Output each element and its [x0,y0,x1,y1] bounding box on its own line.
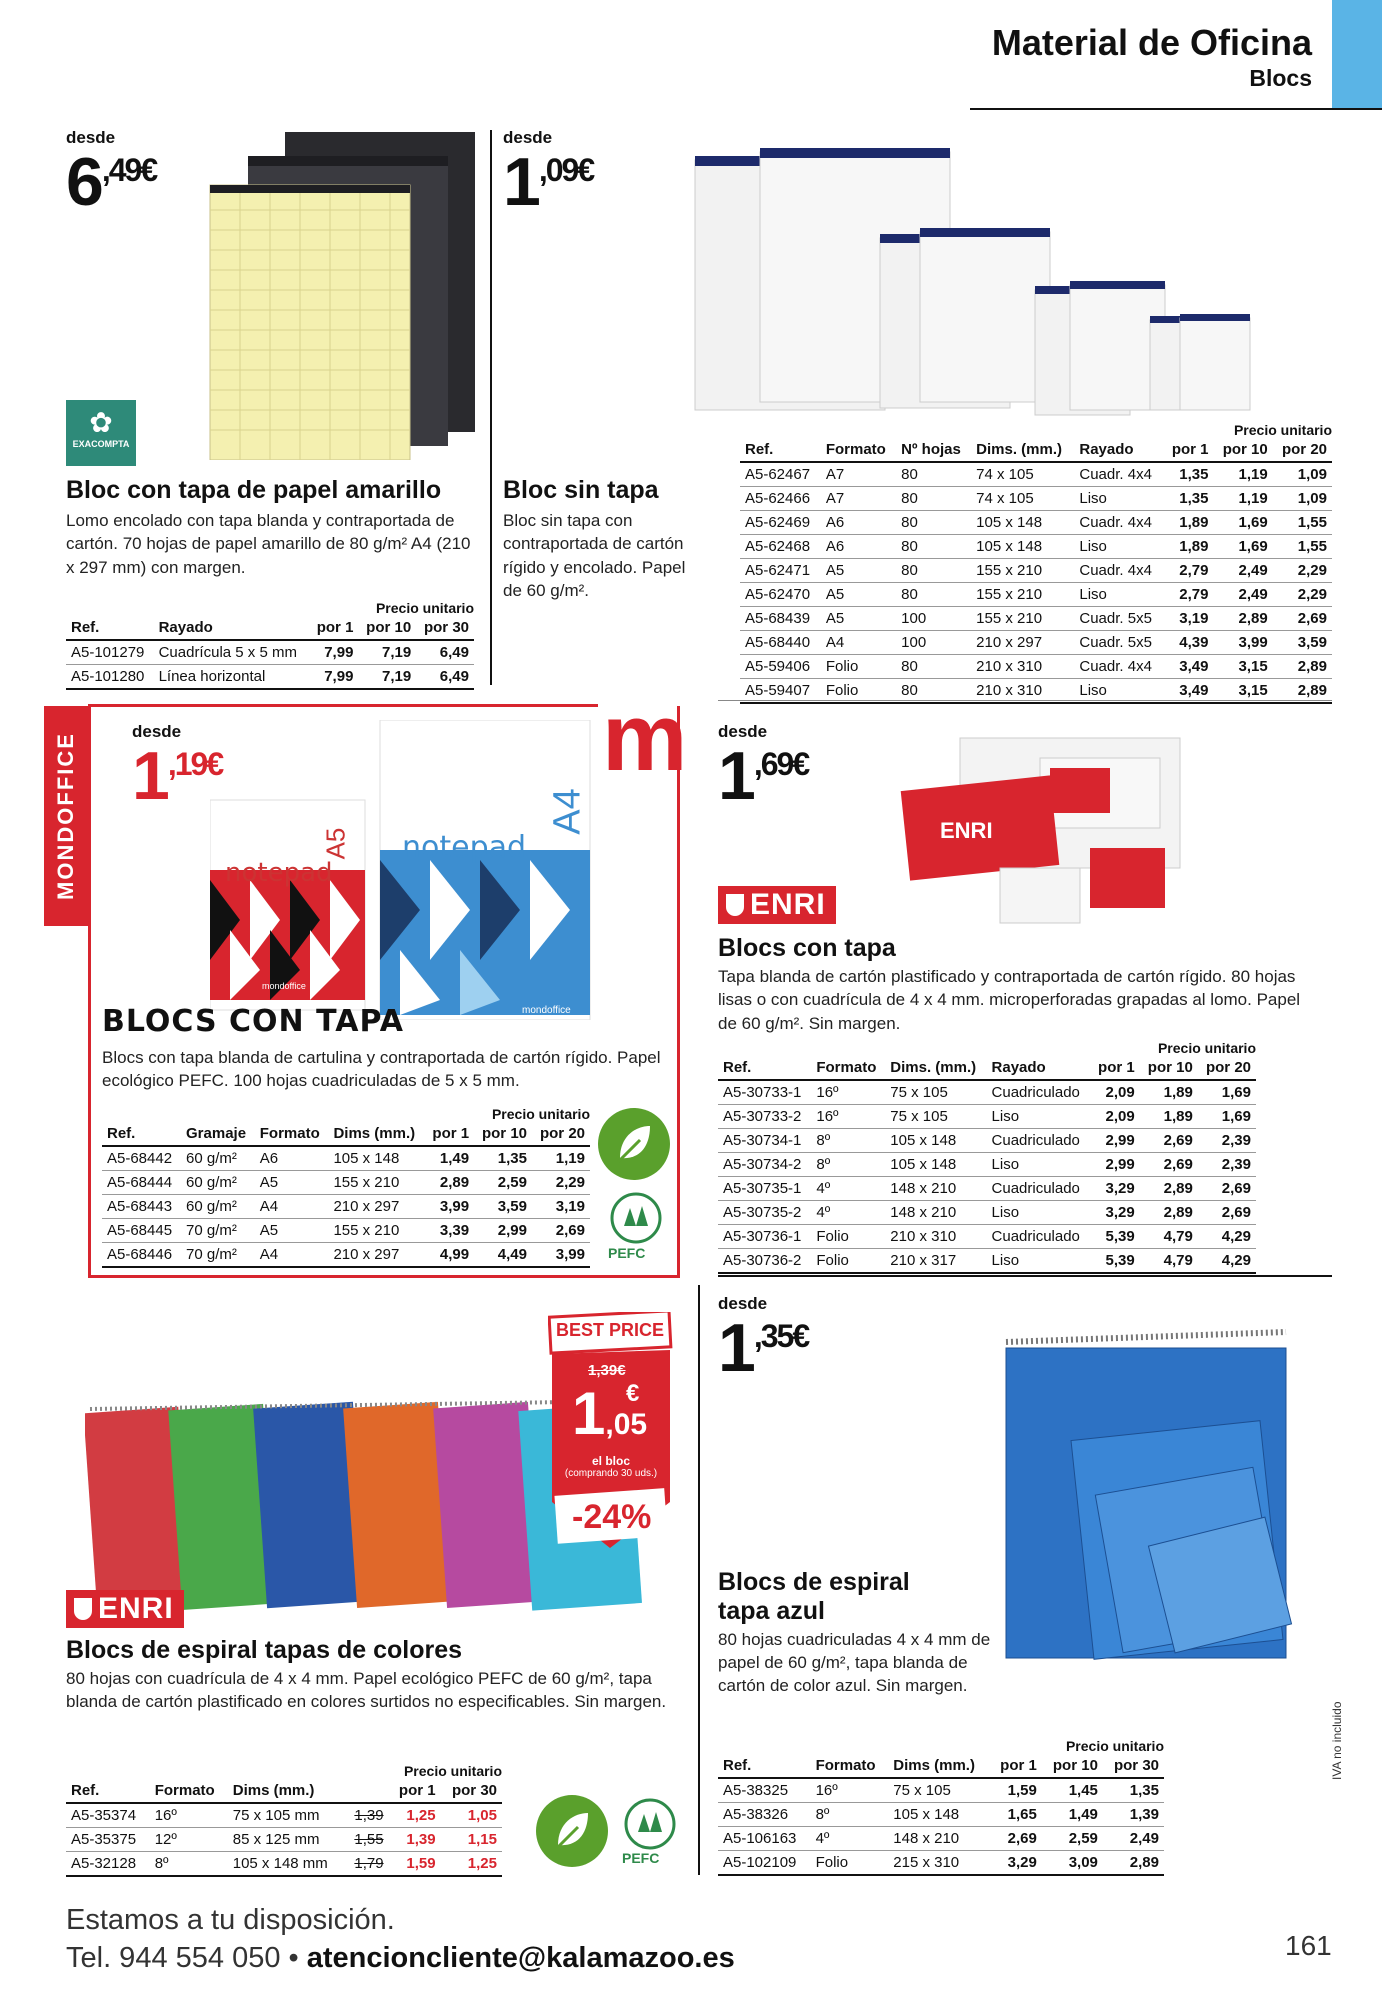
yellow-notepad-image [200,130,480,460]
product-title: BLOCS CON TAPA [102,1004,404,1039]
product-description: Lomo encolado con tapa blanda y contraportada de cartón. 70 hojas de papel amarillo de 80 g/m² A4 (210 x 297 mm) con margen. [66,510,471,577]
product-title-line2: tapa azul [718,1596,825,1625]
mondo-table-wrap [102,1106,590,1268]
table-row: A5-30736-1 Folio 210 x 310 Cuadriculado 5,39 4,79 4,29 [718,1225,1256,1249]
table-row: A5-101280 Línea horizontal 7,99 7,19 6,49 [66,665,474,690]
table-row: A5-62468 A6 80 105 x 148 Liso 1,89 1,69 1,55 [740,535,1332,559]
table-row: A5-30733-1 16º 75 x 105 Cuadriculado 2,09 1,89 1,69 [718,1080,1256,1105]
table-row: A5-68445 70 g/m² A5 155 x 210 3,39 2,99 2,69 [102,1219,590,1243]
espiral-colores-info [66,1636,676,1714]
table-row: A5-38326 8º 105 x 148 1,65 1,49 1,39 [718,1803,1164,1827]
enri-logo: ENRI [66,1590,184,1628]
price-table: Ref. Formato Dims (mm.) por 1 por 30 A5-35374 16º 75 x 105 mm 1,39 1,25 1,05 A5-35375 12º 85 x 125 mm 1,55 1,39 1,15 A5-32128 8º 105 x 148 mm 1,79 1,59 1,25 [66,1779,502,1877]
desde-label: desde [66,128,116,147]
price-label: Precio unitario [1157,1040,1256,1056]
price-table: Ref. Formato Dims. (mm.) Rayado por 1 por 10 por 20 A5-30733-1 16º 75 x 105 Cuadriculado 2,09 1,89 1,69 A5-30733-2 16º 75 x 105 Liso 2,09 1,89 1,69 A5-30734-1 8º 105 x 148 Cuadriculado 2,99 2,69 2,39 A5-30734-2 8º 105 x 148 Liso 2,99 2,69 2,39 A5-30735-1 4º 148 x 210 Cuadriculado 3,29 2,89 2,69 A5-30735-2 4º 148 x 210 Liso 3,29 2,89 2,69 A5-30736-1 Folio 210 x 310 Cuadriculado 5,39 4,79 4,29 A5-30736-2 Folio 210 x 317 Liso 5,39 4,79 4,29 [718,1056,1256,1274]
price-label: Precio unitario [1233,422,1332,438]
product-title: Bloc sin tapa [503,476,659,504]
page-number: 161 [1285,1930,1332,1961]
page-subtitle: Blocs [1249,65,1312,91]
mondoffice-logo: m [602,684,688,791]
page-title: Material de Oficina [991,22,1312,63]
section-divider [718,1275,1332,1277]
desde-label: desde [132,722,182,741]
price: 1,19€ [132,738,223,814]
mondoffice-strip: MONDOFFICE [44,706,88,926]
table-row: A5-59406 Folio 80 210 x 310 Cuadr. 4x4 3,49 3,15 2,89 [740,655,1332,679]
blocs-con-tapa-info [718,934,1318,1035]
product-description: 80 hojas cuadriculadas 4 x 4 mm de papel de 60 g/m², tapa blanda de cartón de color azul. Sin margen. [718,1629,991,1696]
pefc-label: PEFC [608,1245,646,1261]
table-row: A5-62469 A6 80 105 x 148 Cuadr. 4x4 1,89 1,69 1,55 [740,511,1332,535]
table-row: A5-62470 A5 80 155 x 210 Liso 2,79 2,49 2,29 [740,583,1332,607]
table-row: A5-101279 Cuadrícula 5 x 5 mm 7,99 7,19 6,49 [66,640,474,665]
price-table: Ref. Formato Nº hojas Dims. (mm.) Rayado por 1 por 10 por 20 A5-62467 A7 80 74 x 105 Cuadr. 4x4 1,35 1,19 1,09 A5-62466 A7 80 74 x 105 Liso 1,35 1,19 1,09 A5-62469 A6 80 105 x 148 Cuadr. 4x4 1,89 1,69 1,55 A5-62468 A6 80 105 x 148 Liso 1,89 1,69 1,55 A5-62471 A5 80 155 x 210 Cuadr. 4x4 2,79 2,49 2,29 A5-62470 A5 80 155 x 210 Liso 2,79 2,49 2,29 A5-68439 A5 100 155 x 210 Cuadr. 5x5 3,19 2,89 2,69 A5-68440 A4 100 210 x 297 Cuadr. 5x5 4,39 3,99 3,59 A5-59406 Folio 80 210 x 310 Cuadr. 4x4 3,49 3,15 2,89 A5-59407 Folio 80 210 x 310 Liso 3,49 3,15 2,89 [740,438,1332,704]
header-divider [970,108,1382,110]
price: 1,69€ [718,738,809,814]
table-row: A5-30735-2 4º 148 x 210 Liso 3,29 2,89 2,69 [718,1201,1256,1225]
bloc-sin-tapa-info [503,476,703,603]
best-price-label: BEST PRICE [556,1320,665,1340]
best-price-badge [548,1312,674,1552]
exacompta-logo: ✿ EXACOMPTA [66,400,136,466]
mondo-price [132,722,223,814]
product-title: Blocs con tapa [718,934,896,962]
size-a4-label: A4 [546,788,589,835]
espiral-colores-table-wrap [66,1763,502,1877]
bloc-amarillo-info [66,476,481,579]
table-row: A5-59407 Folio 80 210 x 310 Liso 3,49 3,15 2,89 [740,679,1332,704]
cover-brand-a5: mondoffice [262,981,306,991]
price-table: Ref. Rayado por 1 por 10 por 30 A5-101279 Cuadrícula 5 x 5 mm 7,99 7,19 6,49 A5-101280 Línea horizontal 7,99 7,19 6,49 [66,616,474,690]
product-description: 80 hojas con cuadrícula de 4 x 4 mm. Papel ecológico PEFC de 60 g/m², tapa blanda de cartón plastificado en colores surtidos no especificables. Sin margen. [66,1668,667,1712]
pefc-tree-icon [606,1190,666,1250]
discount-label: -24% [572,1498,652,1536]
table-row: A5-68443 60 g/m² A4 210 x 297 3,99 3,59 3,19 [102,1195,590,1219]
eco-leaf-icon [534,1793,610,1869]
price: 1,35€ [718,1310,809,1386]
enri-logo: ENRI [718,886,836,924]
enri-red-pads-image [900,728,1190,928]
unit-note: el bloc [591,1454,630,1468]
table-row: A5-30736-2 Folio 210 x 317 Liso 5,39 4,79 4,29 [718,1249,1256,1274]
table-row: A5-106163 4º 148 x 210 2,69 2,59 2,49 [718,1827,1164,1851]
notepad-label-a4: notepad [402,830,527,865]
footer-contact-details [66,1942,735,1975]
table-row: A5-68440 A4 100 210 x 297 Cuadr. 5x5 4,39 3,99 3,59 [740,631,1332,655]
cover-brand-a4: mondoffice [522,1005,571,1016]
price-label: Precio unitario [403,1763,502,1779]
blocs-con-tapa-price [718,722,809,814]
table-row: A5-30733-2 16º 75 x 105 Liso 2,09 1,89 1,69 [718,1105,1256,1129]
table-row: A5-68439 A5 100 155 x 210 Cuadr. 5x5 3,19 2,89 2,69 [740,607,1332,631]
table-row: A5-30734-1 8º 105 x 148 Cuadriculado 2,99 2,69 2,39 [718,1129,1256,1153]
phone-number: Tel. 944 554 050 • [66,1942,307,1974]
price: 6,49€ [66,144,157,220]
table-row: A5-62471 A5 80 155 x 210 Cuadr. 4x4 2,79 2,49 2,29 [740,559,1332,583]
desde-label: desde [718,1294,768,1313]
white-pads-image [690,140,1270,420]
column-divider [698,1285,700,1875]
product-description: Tapa blanda de cartón plastificado y contraportada de cartón rígido. 80 hojas lisas o con cuadrícula de 4 x 4 mm. microperforadas grapadas al lomo. Papel de 60 g/m². Sin margen. [718,966,1301,1033]
svg-text:ENRI: ENRI [940,818,993,843]
price-label: Precio unitario [1065,1738,1164,1754]
bloc-amarillo-table-wrap [66,600,474,690]
espiral-azul-table-wrap [718,1738,1164,1876]
footer-contact-line: Estamos a tu disposición. [66,1904,395,1936]
email-link[interactable]: atencioncliente@kalamazoo.es [306,1942,735,1974]
table-row: A5-30735-1 4º 148 x 210 Cuadriculado 3,29 2,89 2,69 [718,1177,1256,1201]
old-price: 1,39€ [588,1362,626,1379]
bloc-sin-tapa-table-wrap [740,422,1332,704]
price-label: Precio unitario [375,600,474,616]
product-description: Blocs con tapa blanda de cartulina y contraportada de cartón rígido. Papel ecológico PEFC. 100 hojas cuadriculadas de 5 x 5 mm. [102,1048,661,1091]
column-divider [490,130,492,685]
blocs-con-tapa-table-wrap [718,1040,1256,1274]
unit-note-detail: (comprando 30 uds.) [564,1468,658,1479]
product-title: Blocs de espiral [718,1568,910,1596]
pefc-tree-icon [620,1796,680,1856]
table-row: A5-62467 A7 80 74 x 105 Cuadr. 4x4 1,35 1,19 1,09 [740,462,1332,487]
bloc-sin-tapa-price [503,128,594,220]
table-row: A5-62466 A7 80 74 x 105 Liso 1,35 1,19 1,09 [740,487,1332,511]
desde-label: desde [503,128,553,147]
table-row: A5-35375 12º 85 x 125 mm 1,55 1,39 1,15 [66,1828,502,1852]
table-row: A5-68444 60 g/m² A5 155 x 210 2,89 2,59 2,29 [102,1171,590,1195]
price-table: Ref. Gramaje Formato Dims (mm.) por 1 por 10 por 20 A5-68442 60 g/m² A6 105 x 148 1,49 1,35 1,19 A5-68444 60 g/m² A5 155 x 210 2,89 2,59 2,29 A5-68443 60 g/m² A4 210 x 297 3,99 3,59 3,19 A5-68445 70 g/m² A5 155 x 210 3,39 2,99 2,69 A5-68446 70 g/m² A4 210 x 297 4,99 4,49 3,99 [102,1122,590,1268]
price-table: Ref. Formato Dims (mm.) por 1 por 10 por 30 A5-38325 16º 75 x 105 1,59 1,45 1,35 A5-38326 8º 105 x 148 1,65 1,49 1,39 A5-106163 4º 148 x 210 2,69 2,59 2,49 A5-102109 Folio 215 x 310 3,29 3,09 2,89 [718,1754,1164,1876]
product-title: Blocs de espiral tapas de colores [66,1636,462,1664]
size-a5-label: A5 [320,827,351,860]
pefc-label: PEFC [622,1850,660,1866]
table-row: A5-38325 16º 75 x 105 1,59 1,45 1,35 [718,1778,1164,1803]
table-row: A5-102109 Folio 215 x 310 3,29 3,09 2,89 [718,1851,1164,1876]
table-row: A5-68442 60 g/m² A6 105 x 148 1,49 1,35 1,19 [102,1146,590,1171]
espiral-azul-info [718,1568,998,1698]
table-row: A5-35374 16º 75 x 105 mm 1,39 1,25 1,05 [66,1803,502,1828]
eco-leaf-icon [596,1106,672,1182]
bloc-amarillo-price [66,128,157,220]
euro-sign: € [626,1380,640,1407]
product-description: Bloc sin tapa con contraportada de cartón rígido y encolado. Papel de 60 g/m². [503,510,686,601]
header-accent-tab [1332,0,1382,110]
table-row: A5-68446 70 g/m² A4 210 x 297 4,99 4,49 3,99 [102,1243,590,1268]
product-title: Bloc con tapa de papel amarillo [66,476,442,504]
table-row: A5-32128 8º 105 x 148 mm 1,79 1,59 1,25 [66,1852,502,1877]
desde-label: desde [718,722,768,741]
espiral-azul-price [718,1294,809,1386]
price-label: Precio unitario [491,1106,590,1122]
notepad-label-a5: notepad [225,858,333,888]
iva-note: IVA no incluido [1330,1701,1344,1780]
table-row: A5-30734-2 8º 105 x 148 Liso 2,99 2,69 2,39 [718,1153,1256,1177]
blue-spiral-pads-image [1000,1320,1300,1680]
new-price: 1,05 [572,1380,648,1447]
price: 1,09€ [503,144,594,220]
